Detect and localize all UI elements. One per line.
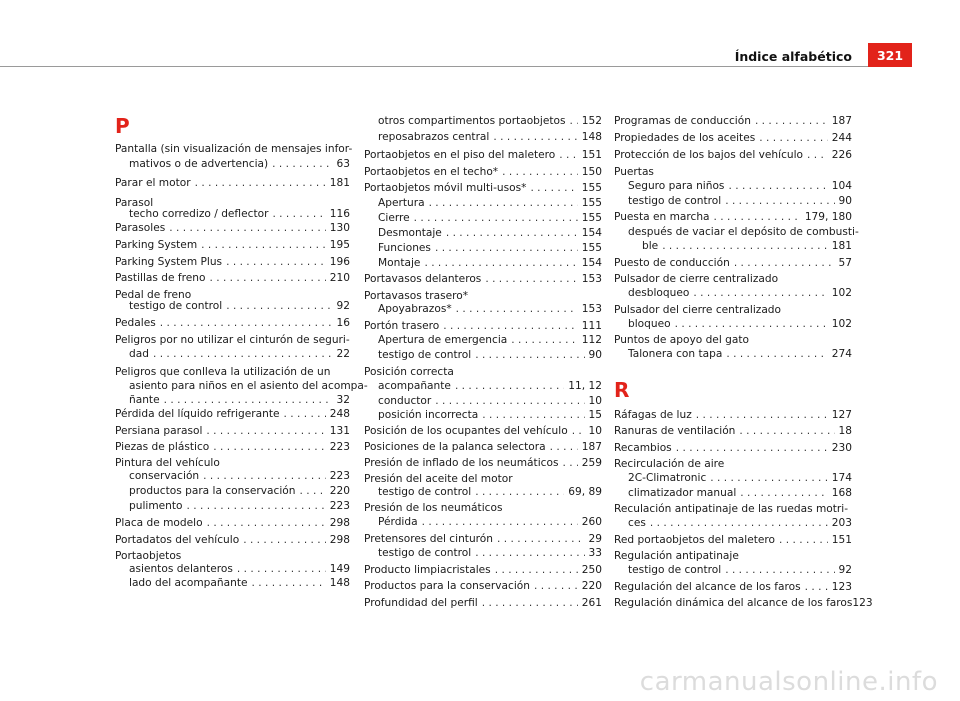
index-entry: Puesta en marcha . . . 179, 180 (614, 207, 852, 227)
index-subentry: lado del acompañante . . . 148 (115, 573, 350, 593)
index-subentry-cont: ble . . . 181 (614, 236, 852, 256)
index-entry: Recirculación de aire (614, 458, 725, 470)
index-subentry: Funciones . . . 155 (364, 238, 602, 258)
index-entry: Pretensores del cinturón . . . 29 (364, 529, 602, 549)
index-entry: Regulación del alcance de los faros . . . 123 (614, 577, 852, 597)
index-subentry: Apoyabrazos* . . . 153 (364, 299, 602, 319)
index-entry: Parar el motor . . . 181 (115, 173, 350, 193)
index-entry: Parking System Plus . . . 196 (115, 252, 350, 272)
index-subentry: Talonera con tapa . . . 274 (614, 344, 852, 364)
index-entry: Piezas de plástico . . . 223 (115, 437, 350, 457)
section-title: Índice alfabético (734, 49, 852, 64)
index-entry: Puertas (614, 166, 654, 178)
index-entry: Producto limpiacristales . . . 250 (364, 560, 602, 580)
index-entry-cont: dad . . . 22 (115, 344, 350, 364)
index-entry: Presión del aceite del motor (364, 473, 513, 485)
index-entry: Portaobjetos en el piso del maletero . . . 151 (364, 145, 602, 165)
index-entry-cont: ces . . . 203 (614, 513, 852, 533)
index-entry: Placa de modelo . . . 298 (115, 513, 350, 533)
index-entry: Presión de los neumáticos (364, 502, 503, 514)
index-entry: Pastillas de freno . . . 210 (115, 268, 350, 288)
index-entry: Pedales . . . 16 (115, 313, 350, 333)
index-subentry: asientos delanteros . . . 149 (115, 559, 350, 579)
index-subentry: Seguro para niños . . . 104 (614, 176, 852, 196)
index-subentry: testigo de control . . . 92 (115, 296, 350, 316)
index-entry: Red portaobjetos del maletero . . . 151 (614, 530, 852, 550)
index-subentry: después de vaciar el depósito de combusti- (628, 226, 859, 238)
index-entry: Posición de los ocupantes del vehículo . . . 10 (364, 421, 602, 441)
index-entry: Pulsador del cierre centralizado (614, 304, 782, 316)
index-subentry: climatizador manual . . . 168 (614, 483, 852, 503)
index-entry: Regulación antipatinaje (614, 550, 739, 562)
index-subentry: posición incorrecta . . . 15 (364, 405, 602, 425)
index-subentry: Cierre . . . 155 (364, 208, 602, 228)
index-entry: Pulsador de cierre centralizado (614, 273, 779, 285)
index-subentry: otros compartimentos portaobjetos . . . 152 (364, 111, 602, 131)
index-subentry: bloqueo . . . 102 (614, 314, 852, 334)
watermark: carmanualsonline.info (639, 667, 938, 697)
index-entry-cont: mativos o de advertencia) . . . 63 (115, 154, 350, 174)
index-entry: Portadatos del vehículo . . . 298 (115, 530, 350, 550)
page-number: 321 (868, 43, 912, 67)
index-subentry: techo corredizo / deflector . . . 116 (115, 204, 350, 224)
index-subentry: Montaje . . . 154 (364, 253, 602, 273)
index-entry: Programas de conducción . . . 187 (614, 111, 852, 131)
index-entry: Parking System . . . 195 (115, 235, 350, 255)
index-entry: Posición correcta (364, 366, 454, 378)
index-entry: Protección de los bajos del vehículo . . . 226 (614, 145, 852, 165)
index-entry: Productos para la conservación . . . 220 (364, 576, 602, 596)
index-subentry: conservación . . . 223 (115, 466, 350, 486)
index-entry: Parasol (115, 197, 154, 209)
index-entry: Posiciones de la palanca selectora . . . 187 (364, 437, 602, 457)
letter-heading-p: P (115, 114, 130, 138)
index-subentry: pulimento . . . 223 (115, 496, 350, 516)
index-entry: Portaobjetos (115, 550, 182, 562)
index-subentry: conductor . . . 10 (364, 391, 602, 411)
index-subentry: 2C-Climatronic . . . 174 (614, 468, 852, 488)
index-entry: Profundidad del perfil . . . 261 (364, 593, 602, 613)
index-subentry: desbloqueo . . . 102 (614, 283, 852, 303)
index-entry: Presión de inflado de los neumáticos . . . 259 (364, 453, 602, 473)
index-entry: Portaobjetos en el techo* . . . 150 (364, 162, 602, 182)
index-entry: Portavasos trasero* (364, 290, 469, 302)
index-entry: Propiedades de los aceites . . . 244 (614, 128, 852, 148)
index-subentry: testigo de control . . . 90 (614, 191, 852, 211)
index-subentry: Pérdida . . . 260 (364, 512, 602, 532)
index-entry: Portaobjetos móvil multi-usos* . . . 155 (364, 178, 602, 198)
index-subentry: Apertura . . . 155 (364, 193, 602, 213)
index-subentry: productos para la conservación . . . 220 (115, 481, 350, 501)
index-entry-cont: asiento para niños en el asiento del acompa- (129, 380, 368, 392)
index-entry: Pintura del vehículo (115, 457, 220, 469)
index-entry: Puntos de apoyo del gato (614, 334, 749, 346)
index-entry: Peligros que conlleva la utilización de un (115, 366, 331, 378)
index-entry: Recambios . . . 230 (614, 438, 852, 458)
header-rule (0, 66, 868, 67)
index-subentry: Desmontaje . . . 154 (364, 223, 602, 243)
index-subentry: acompañante . . . 11, 12 (364, 376, 602, 396)
index-entry: Persiana parasol . . . 131 (115, 421, 350, 441)
index-subentry: Apertura de emergencia . . . 112 (364, 330, 602, 350)
index-entry: Parasoles . . . 130 (115, 218, 350, 238)
index-entry: Reculación antipatinaje de las ruedas motri- (614, 503, 849, 515)
index-entry: Ranuras de ventilación . . . 18 (614, 421, 852, 441)
index-subentry: testigo de control . . . 69, 89 (364, 482, 602, 502)
index-entry: Puesto de conducción . . . 57 (614, 253, 852, 273)
index-subentry: testigo de control . . . 92 (614, 560, 852, 580)
index-entry: Peligros por no utilizar el cinturón de seguri- (115, 334, 350, 346)
index-entry: Pérdida del líquido refrigerante . . . 248 (115, 404, 350, 424)
index-subentry: testigo de control . . . 90 (364, 345, 602, 365)
index-subentry: reposabrazos central . . . 148 (364, 127, 602, 147)
index-entry: Pedal de freno (115, 289, 192, 301)
index-entry: Ráfagas de luz . . . 127 (614, 405, 852, 425)
index-entry: Portavasos delanteros . . . 153 (364, 269, 602, 289)
letter-heading-r: R (614, 378, 630, 402)
index-entry: Regulación dinámica del alcance de los faros 123 (614, 597, 873, 609)
index-entry: Pantalla (sin visualización de mensajes infor- (115, 143, 353, 155)
index-subentry: testigo de control . . . 33 (364, 543, 602, 563)
index-entry-cont: ñante . . . 32 (115, 390, 350, 410)
index-entry: Portón trasero . . . 111 (364, 316, 602, 336)
